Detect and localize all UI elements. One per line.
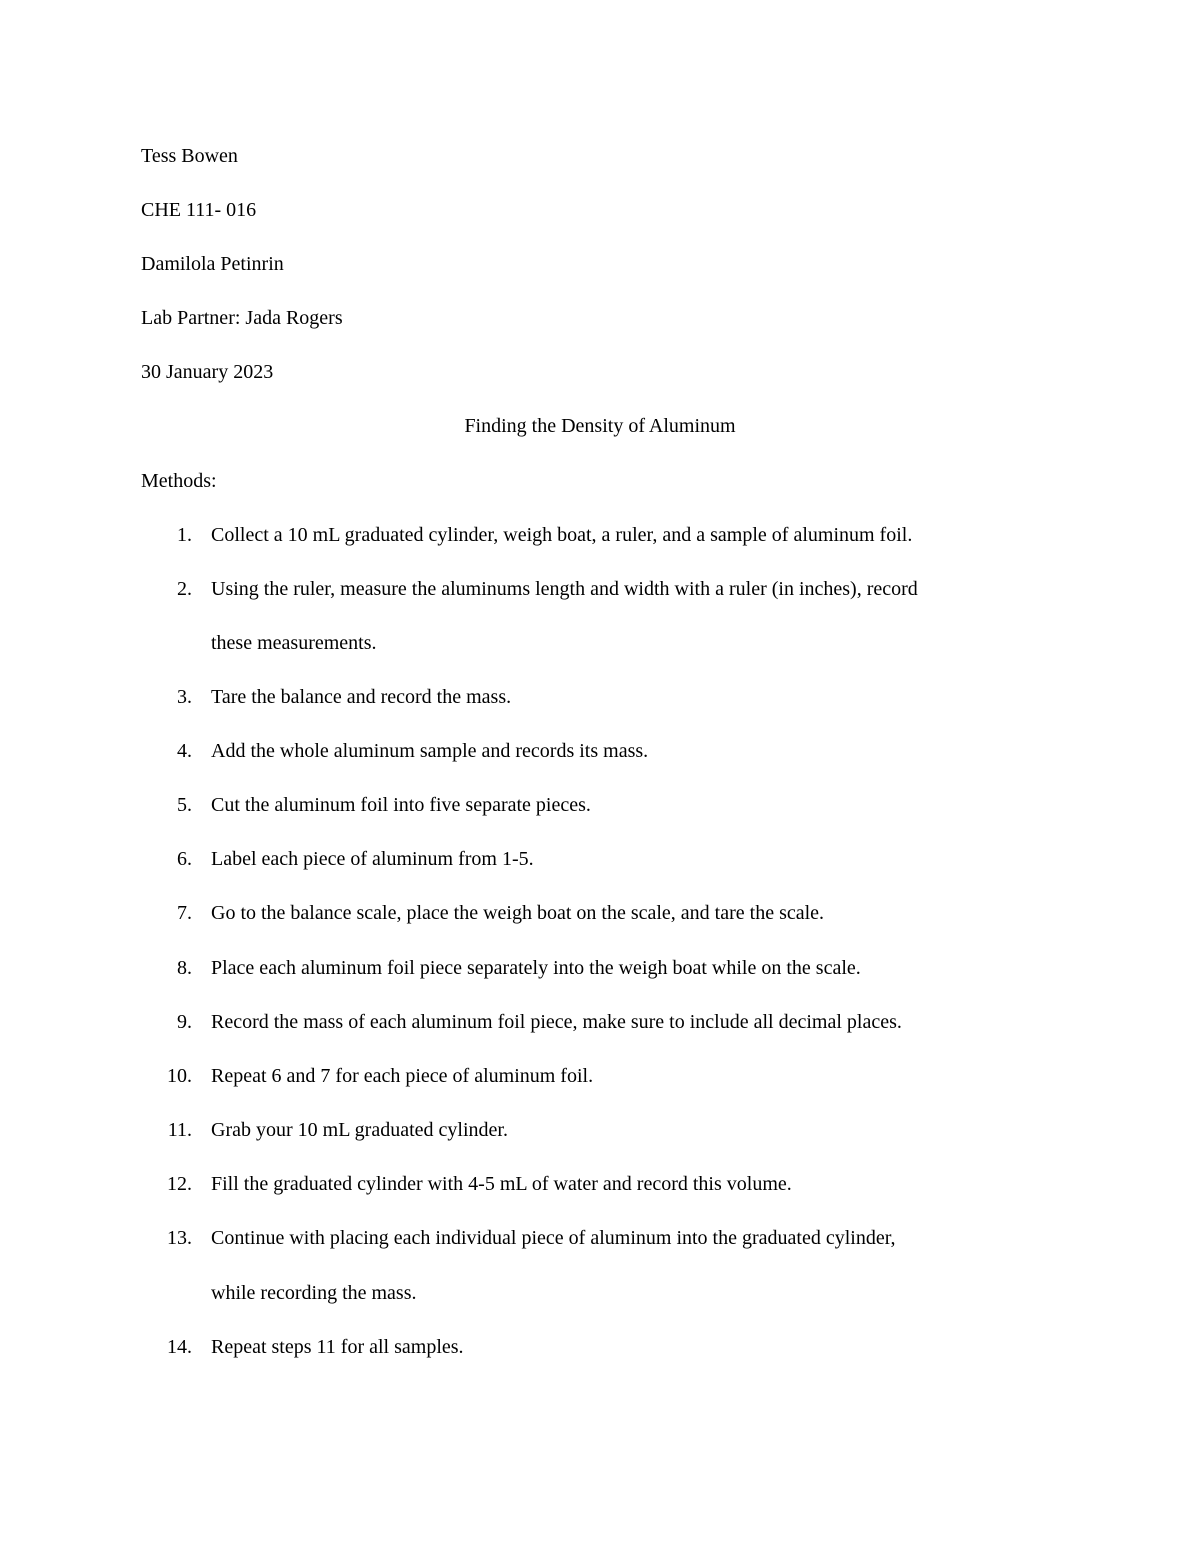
- list-item-number: 5.: [177, 794, 192, 816]
- list-item-text: Place each aluminum foil piece separately into the weigh boat while on the scale.: [211, 957, 861, 979]
- author-name: Tess Bowen: [141, 145, 238, 167]
- instructor-name: Damilola Petinrin: [141, 253, 284, 275]
- methods-heading: Methods:: [141, 470, 217, 492]
- list-item-number: 7.: [177, 902, 192, 924]
- list-item-number: 3.: [177, 686, 192, 708]
- list-item-continuation: while recording the mass.: [211, 1282, 417, 1304]
- list-item-text: Go to the balance scale, place the weigh boat on the scale, and tare the scale.: [211, 902, 825, 924]
- list-item-number: 13.: [167, 1227, 192, 1249]
- list-item-text: Continue with placing each individual piece of aluminum into the graduated cylinder,: [211, 1227, 896, 1249]
- list-item-text: Grab your 10 mL graduated cylinder.: [211, 1119, 508, 1141]
- list-item-number: 8.: [177, 957, 192, 979]
- list-item-text: Tare the balance and record the mass.: [211, 686, 512, 708]
- list-item-text: Using the ruler, measure the aluminums length and width with a ruler (in inches), record: [211, 578, 918, 600]
- list-item-number: 11.: [167, 1119, 192, 1141]
- list-item-text: Repeat 6 and 7 for each piece of aluminum foil.: [211, 1065, 594, 1087]
- list-item-number: 1.: [177, 524, 192, 546]
- list-item-text: Repeat steps 11 for all samples.: [211, 1336, 464, 1358]
- list-item-text: Collect a 10 mL graduated cylinder, weigh boat, a ruler, and a sample of aluminum foil.: [211, 524, 913, 546]
- list-item-number: 9.: [177, 1011, 192, 1033]
- document-title: Finding the Density of Aluminum: [464, 415, 736, 437]
- list-item-text: Label each piece of aluminum from 1-5.: [211, 848, 534, 870]
- list-item-number: 14.: [167, 1336, 192, 1358]
- list-item-number: 12.: [167, 1173, 192, 1195]
- list-item-number: 6.: [177, 848, 192, 870]
- course-code: CHE 111- 016: [141, 199, 257, 221]
- list-item-text: Record the mass of each aluminum foil piece, make sure to include all decimal places.: [211, 1011, 902, 1033]
- list-item-continuation: these measurements.: [211, 632, 377, 654]
- list-item-number: 2.: [177, 578, 192, 600]
- list-item-text: Fill the graduated cylinder with 4-5 mL of water and record this volume.: [211, 1173, 792, 1195]
- list-item-number: 10.: [167, 1065, 192, 1087]
- list-item-number: 4.: [177, 740, 192, 762]
- list-item-text: Add the whole aluminum sample and records its mass.: [211, 740, 649, 762]
- lab-partner: Lab Partner: Jada Rogers: [141, 307, 343, 329]
- document-date: 30 January 2023: [141, 361, 274, 383]
- list-item-text: Cut the aluminum foil into five separate pieces.: [211, 794, 591, 816]
